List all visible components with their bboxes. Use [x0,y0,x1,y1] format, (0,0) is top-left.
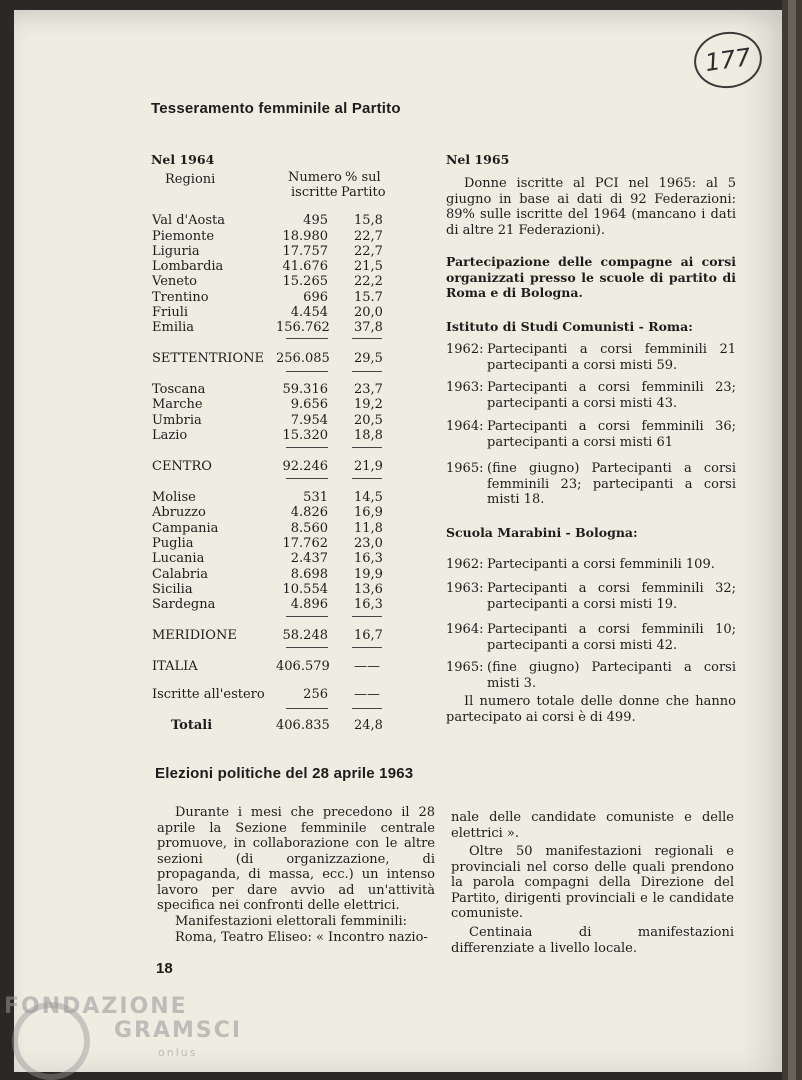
table-cell-region: Lombardia [152,259,224,274]
folio-number: 177 [703,42,753,78]
table-cell-number: 17.757 [282,244,328,259]
table-cell-percent: 19,2 [354,397,383,412]
table-rule [286,647,328,648]
table-rule [286,447,328,448]
table-rule [286,371,328,372]
table-cell-region: Calabria [152,567,209,582]
elezioni-text-4: nale delle candidate comuniste e delle elettrici ». [451,810,734,841]
table-cell-region: Friuli [152,305,189,320]
table-cell-percent: 37,8 [354,320,383,335]
entry-year: 1963: [446,581,484,596]
table-cell-percent: 21,9 [354,459,383,474]
entry-text: (fine giugno) Partecipanti a corsi misti 3. [487,660,736,691]
page-edge-strip [788,0,796,1080]
table-cell-percent: 22,7 [354,244,383,259]
intro-text: Donne iscritte al PCI nel 1965: al 5 giugno in base ai dati di 92 Federazioni: 89% sulle iscritte del 1964 (mancano i dati di altre 21 Federazioni). [446,176,736,238]
table-cell-percent: 29,5 [354,351,383,366]
table-cell-number: 9.656 [290,397,328,412]
marabini-entry [446,581,736,612]
col-header-iscritte: iscritte [291,185,338,200]
section-title-elezioni: Elezioni politiche del 28 aprile 1963 [155,765,414,782]
table-cell-number: 58.248 [282,628,328,643]
document-page [14,10,782,1072]
entry-year: 1964: [446,419,484,434]
entry-text: Partecipanti a corsi femminili 10; partecipanti a corsi misti 42. [487,622,736,653]
entry-text: Partecipanti a corsi femminili 32; partecipanti a corsi misti 19. [487,581,736,612]
watermark-line-3: onlus [158,1046,198,1059]
table-cell-region: Iscritte all'estero [152,687,265,702]
table-cell-percent: 13,6 [354,582,383,597]
table-rule [352,478,382,479]
table-cell-region: Sicilia [152,582,193,597]
table-cell-region: ITALIA [152,659,198,674]
entry-year: 1965: [446,461,484,476]
table-cell-region: Marche [152,397,203,412]
table-cell-number: 406.579 [276,659,330,674]
table-cell-number: 7.954 [290,413,328,428]
entry-text: (fine giugno) Partecipanti a corsi femminili 23; partecipanti a corsi misti 18. [487,461,736,507]
table-cell-number: 2.437 [290,551,328,566]
table-cell-number: 256 [303,687,328,702]
table-cell-percent: 15,8 [354,213,383,228]
table-cell-percent: 21,5 [354,259,383,274]
entry-text: Partecipanti a corsi femminili 23; partecipanti a corsi misti 43. [487,380,736,411]
table-rule [352,708,382,709]
table-cell-region: Abruzzo [152,505,206,520]
entry-text: Partecipanti a corsi femminili 109. [487,557,715,572]
table-rule [286,616,328,617]
table-cell-percent: 14,5 [354,490,383,505]
istituto-entry [446,461,736,508]
table-cell-percent: 16,9 [354,505,383,520]
table-rule [286,478,328,479]
table-cell-percent: 15.7 [354,290,383,305]
intro-paragraph [446,176,736,238]
table-cell-region: Lucania [152,551,205,566]
table-cell-number: 4.454 [290,305,328,320]
entry-year: 1964: [446,622,484,637]
entry-text: Partecipanti a corsi femminili 21 partecipanti a corsi misti 59. [487,342,736,373]
table-cell-percent: 23,0 [354,536,383,551]
table-cell-region: Molise [152,490,196,505]
partecipazione-heading: Partecipazione delle compagne ai corsi organizzati presso le scuole di partito di Roma e di Bologna. [446,254,736,300]
right-year-label: Nel 1965 [446,152,510,167]
table-cell-region: Puglia [152,536,194,551]
folio-stamp [690,28,765,93]
table-cell-region: Campania [152,521,219,536]
table-rule [286,338,328,339]
table-cell-region: Emilia [152,320,195,335]
entry-year: 1963: [446,380,484,395]
watermark-line-2: GRAMSCI [114,1018,243,1043]
marabini-entry [446,660,736,691]
table-cell-region: MERIDIONE [152,628,237,643]
marabini-entry [446,622,736,653]
table-cell-percent: 22,2 [354,274,383,289]
table-cell-number: 18.980 [282,229,328,244]
table-cell-number: 531 [303,490,328,505]
section-title-tesseramento: Tesseramento femminile al Partito [151,100,401,117]
col-header-regioni: Regioni [165,172,216,187]
table-cell-percent: 23,7 [354,382,383,397]
table-cell-region: Piemonte [152,229,215,244]
table-cell-region: Toscana [152,382,206,397]
table-cell-number: 406.835 [276,718,330,733]
table-cell-region: Liguria [152,244,200,259]
entry-text: Partecipanti a corsi femminili 36; partecipanti a corsi misti 61 [487,419,736,450]
elezioni-paragraph-1 [157,805,435,914]
table-cell-number: 8.698 [290,567,328,582]
table-cell-number: 10.554 [282,582,328,597]
total-paragraph [446,694,736,725]
table-cell-region: Veneto [152,274,198,289]
entry-year: 1962: [446,557,484,572]
table-cell-region: Val d'Aosta [152,213,225,228]
table-year-label: Nel 1964 [151,152,215,167]
elezioni-text-1: Durante i mesi che precedono il 28 aprile la Sezione femminile centrale promuove, in collaborazione con le altre sezioni (di organizzazione, di propaganda, di massa, ecc.) un intenso lavoro per dare avvio ad un'attività specifica nei confronti delle elettrici. [157,805,435,913]
table-cell-percent: 20,0 [354,305,383,320]
entry-year: 1962: [446,342,484,357]
page-edge [782,0,802,1080]
entry-year: 1965: [446,660,484,675]
elezioni-paragraph-6 [451,925,734,956]
elezioni-paragraph-2 [157,914,435,930]
table-cell-percent: 18,8 [354,428,383,443]
table-cell-percent: —— [354,687,380,702]
table-cell-percent: —— [354,659,380,674]
table-cell-number: 59.316 [282,382,328,397]
table-cell-region: Trentino [152,290,209,305]
elezioni-paragraph-5 [451,844,734,922]
table-cell-percent: 16,3 [354,551,383,566]
elezioni-text-3: Roma, Teatro Eliseo: « Incontro nazio- [175,930,428,945]
table-cell-number: 92.246 [282,459,328,474]
marabini-title: Scuola Marabini - Bologna: [446,525,638,540]
table-cell-region: Sardegna [152,597,216,612]
watermark-line-1: FONDAZIONE [4,994,188,1019]
istituto-entry [446,419,736,450]
table-cell-region: CENTRO [152,459,212,474]
table-rule [352,371,382,372]
table-cell-region: SETTENTRIONE [152,351,264,366]
istituto-title: Istituto di Studi Comunisti - Roma: [446,319,693,334]
table-rule [286,708,328,709]
table-cell-number: 4.896 [290,597,328,612]
table-cell-number: 4.826 [290,505,328,520]
table-cell-region: Lazio [152,428,188,443]
col-header-numero: Numero [288,170,342,185]
table-cell-percent: 19,9 [354,567,383,582]
elezioni-text-5: Oltre 50 manifestazioni regionali e provinciali nel corso delle quali prendono la parola compagni della Direzione del Partito, dirigenti provinciali e le candidate comuniste. [451,844,734,921]
table-rule [352,338,382,339]
table-cell-number: 495 [303,213,328,228]
table-cell-number: 17.762 [282,536,328,551]
page-number: 18 [156,960,173,977]
elezioni-text-2: Manifestazioni elettorali femminili: [175,914,408,929]
table-cell-percent: 16,3 [354,597,383,612]
table-cell-percent: 20,5 [354,413,383,428]
elezioni-paragraph-4 [451,810,734,841]
table-cell-number: 15.265 [282,274,328,289]
table-cell-number: 256.085 [276,351,330,366]
table-cell-region: Totali [171,718,213,733]
table-cell-number: 696 [303,290,328,305]
table-cell-number: 8.560 [290,521,328,536]
table-cell-number: 41.676 [282,259,328,274]
table-cell-percent: 24,8 [354,718,383,733]
col-header-partito: Partito [341,185,386,200]
istituto-entry [446,380,736,411]
table-cell-region: Umbria [152,413,202,428]
table-rule [352,616,382,617]
elezioni-text-6: Centinaia di manifestazioni differenziate a livello locale. [451,925,734,956]
total-text: Il numero totale delle donne che hanno partecipato ai corsi è di 499. [446,694,736,725]
table-cell-number: 15.320 [282,428,328,443]
table-cell-percent: 11,8 [354,521,383,536]
marabini-entry [446,557,736,573]
table-cell-number: 156.762 [276,320,330,335]
table-cell-percent: 22,7 [354,229,383,244]
table-cell-percent: 16,7 [354,628,383,643]
elezioni-paragraph-3 [157,930,435,946]
istituto-entry [446,342,736,373]
table-rule [352,647,382,648]
col-header-pct: % sul [345,170,381,185]
table-rule [352,447,382,448]
